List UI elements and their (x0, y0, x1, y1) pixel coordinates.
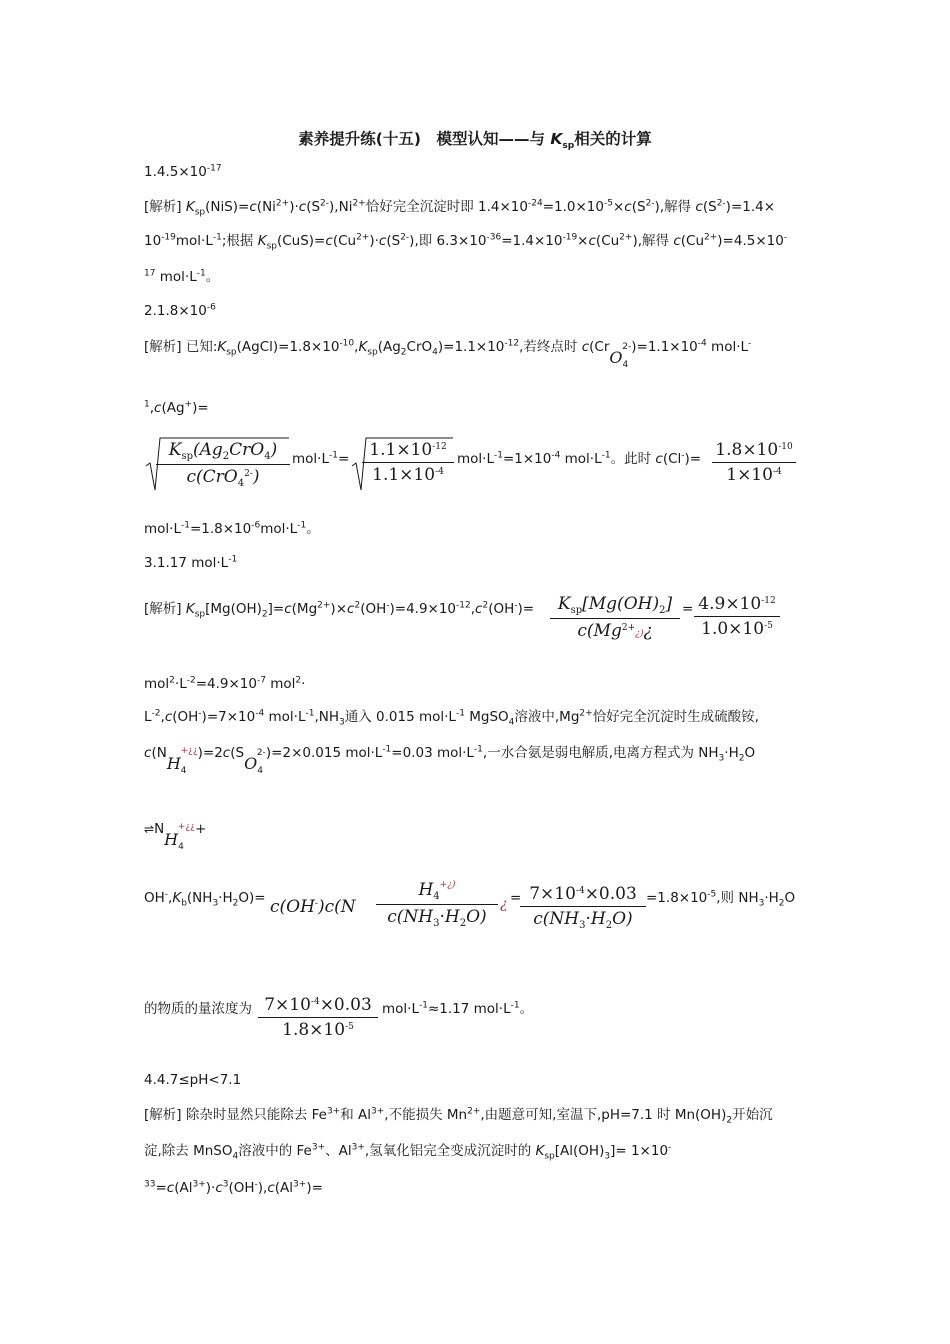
q3-line-1: [解析] $K_{sp}[Mg(OH)_2]=c(Mg^{2+})\times c^2(OH^-)=4.9\times 10^{-12},c^2(OH^-)=$ (144, 600, 535, 620)
fraction-ksp-ag2cro4: $K_{sp}(Ag_2CrO_4)$ c(CrO$_4^{2-}$) (156, 440, 290, 489)
q4-line-1: [解析] 除杂时显然只能除去 $Fe^{3+}$和 $Al^{3+}$,不能损失 $Mn^{2+}$,由题意可知,室温下,pH=7.1 时 $Mn(OH)_2$开始沉 (144, 1106, 773, 1126)
q4-line-2: 淀,除去 MnSO$_4$溶液中的 $Fe^{3+}$、$Al^{3+}$,氢氧化铝完全变成沉淀时的 $K_{sp}[Al(OH)_3]= 1\times 10^-$ (144, 1142, 672, 1162)
q3-line-2: $mol^2\cdot L^{-2}=4.9\times 10^{-7}$ mol$^2$· (144, 675, 306, 692)
page-title: 素养提升练(十五) 模型认知——与 $K_{sp}$相关的计算 (298, 130, 652, 152)
equals-sign: = (682, 601, 694, 617)
q3-line-3: $L^{-2},c(OH^-)=7\times 10^{-4}$ $mol\cdot L^{-1},NH_3$通入 0.015 $mol\cdot L^{-1}$ MgSO$_4$溶液中$,Mg^{2+}$恰好完全沉淀时生成硫酸铵, (144, 708, 759, 728)
fraction-1.8e-10-over-1e-4: $1.8\times 10^{-10}$ $1\times 10^{-4}$ (712, 440, 796, 485)
fraction-nh4-over-nh3h2o: $H_4^{+¿)}$ $c(NH_3\cdot H_2O)$ (376, 880, 498, 929)
equals-sign-2: = (510, 890, 522, 906)
fraction-4.9e-12-over-1e-5: $4.9\times 10^{-12}$ $1.0\times 10^{-5}$ (694, 594, 780, 639)
q3-line-6: $OH^-,K_b(NH_3\cdot H_2O)=$ (144, 889, 266, 909)
kb-numerator-prefix: c(OH-)c(N (270, 897, 356, 917)
q4-line-3: $^{33}=c(Al^{3+})\cdot c^3(OH^-),c(Al^{3+})=$ (144, 1179, 323, 1196)
q1-line-3: $^{17}$ $mol\cdot L^{-1}$。 (144, 268, 220, 285)
fraction-7e-4x0.03-over-1.8e-5: $7\times 10^{-4}\times 0.03$ $1.8\times 10^{-5}$ (258, 995, 378, 1040)
q3-line-7-tail: $mol\cdot L^{-1}\approx 1.17$ $mol\cdot L^{-1}$。 (382, 1000, 534, 1017)
fraction-7e-4x0.03-over-nh3h2o: $7\times 10^{-4}\times 0.03$ $c(NH_3\cdot H_2O)$ (520, 884, 646, 931)
q2-eq-mid: $mol\cdot L^{-1}=$ (292, 450, 350, 467)
fraction-ksp-mgoh2: $K_{sp}[Mg(OH)_2]$ $c(Mg^{2+}¿)¿$ (550, 594, 680, 641)
q3-line-5: $\rightleftharpoons NH_4^{+¿¿}+$ (144, 821, 207, 852)
q2-line-4: $mol\cdot L^{-1}=1.8\times 10^{-6}mol\cdot L^{-1}$。 (144, 520, 320, 537)
q1-answer: $1.4.5\times 10^{-17}$ (144, 163, 222, 180)
q2-line-1: [解析] 已知$:K_{sp}(AgCl)=1.8\times 10^{-10},K_{sp}(Ag_2CrO_4)=1.1\times 10^{-12}$,若终点时 $c(CrO_42-)=1.1\times 10^{-4}$ mol·L- (144, 338, 752, 370)
fraction-1.1e-12-over-1.1e-4: $1.1\times 10^{-12}$ $1.1\times 10^{-4}$ (362, 440, 454, 485)
q1-line-1: [解析] $K_{sp}(NiS)=c(Ni^{2+})\cdot c(S^{2-}),Ni^{2+}$恰好完全沉淀时即 $1.4\times 10^{-24}=1.0\times 10^{-5}\times c(S^{2-})$,解得 $c(S^{2-})=1.4\times$ (144, 198, 776, 218)
q3-line-6-tail: $=1.8\times 10^{-5}$,则 $NH_3\cdot H_2O$ (646, 889, 796, 909)
q2-answer: $2.1.8\times 10^{-6}$ (144, 302, 216, 319)
q2-line-2: $^1$,c(Ag+)= (144, 399, 209, 416)
q2-eq-right: $mol\cdot L^{-1}=1\times 10^{-4}$ $mol\cdot L^{-1}$。此时 c(Cl-)= (457, 450, 702, 467)
q3-line-4: $c(NH_4^{+¿¿})=2c(SO_42-)=2\times 0.015$ $mol\cdot L^{-1}=0.03$ $mol\cdot L^{-1}$,一水合氨是弱电解质,电离方程式为 $NH_3\cdot H_2O$ (144, 744, 756, 776)
q3-answer: 3.1.17 $mol\cdot L^{-1}$ (144, 554, 238, 571)
q3-line-7: 的物质的量浓度为 (144, 1001, 252, 1017)
glyph-artifact: ¿ (500, 896, 508, 912)
q1-line-2: $10^{-19}mol\cdot L^{-1}$;根据 $K_{sp}(CuS)=c(Cu^{2+})\cdot c(S^{2-})$,即 $6.3\times 10^{-36}=1.4\times 10^{-19}\times c(Cu^{2+})$,解得 $c(Cu^{2+})=4.5\times 10^-$ (144, 232, 788, 252)
q4-answer: 4.4.7≤pH<7.1 (144, 1072, 242, 1088)
